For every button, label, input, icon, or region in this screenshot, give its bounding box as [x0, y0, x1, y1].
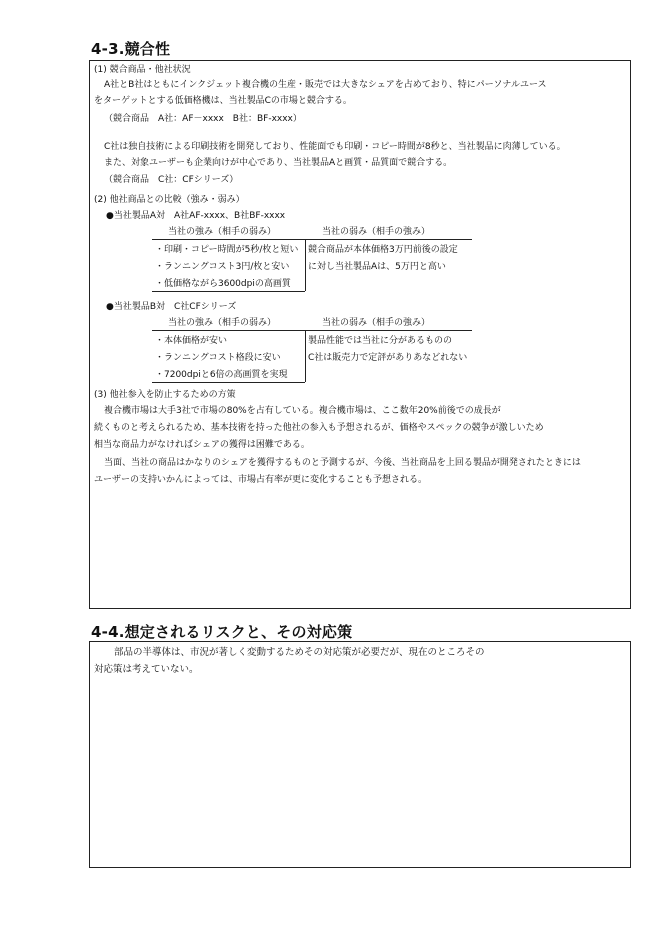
risk-box — [89, 641, 631, 868]
table-a-title: ●当社製品A対 A社AF-xxxx、B社BF-xxxx — [106, 211, 286, 221]
paragraph-line: 複合機市場は大手3社で市場の80%を占有している。複合機市場は、ここ数年20%前後での成長が — [104, 406, 501, 416]
table-rule — [152, 330, 472, 331]
table-a-weakness-item: に対し当社製品Aは、5万円と高い — [308, 262, 446, 272]
paragraph-line: 対応策は考えていない。 — [94, 664, 199, 675]
table-b-strength-item: ・ランニングコスト格段に安い — [155, 353, 281, 363]
paragraph-line: 部品の半導体は、市況が著しく変動するためその対応策が必要だが、現在のところその — [114, 647, 485, 658]
table-b-weakness-item: C社は販売力で定評がありあなどれない — [308, 353, 468, 363]
paragraph-line: 相当な商品力がなければシェアの獲得は困難である。 — [94, 440, 310, 450]
table-a-strength-item: ・低価格ながら3600dpiの高画質 — [155, 279, 291, 289]
competitor-products-1: （競合商品 A社：AF－xxxx B社：BF-xxxx） — [104, 114, 302, 124]
table-rule — [152, 239, 472, 240]
table-divider — [305, 330, 306, 382]
table-b-weakness-item: 製品性能では当社に分があるものの — [308, 336, 453, 346]
table-a-header-strengths: 当社の強み（相手の弱み） — [168, 227, 277, 237]
table-a-header-weaknesses: 当社の弱み（相手の強み） — [322, 227, 431, 237]
table-b-strength-item: ・本体価格が安い — [155, 336, 228, 346]
paragraph-line: 当面、当社の商品はかなりのシェアを獲得するものと予測するが、今後、当社商品を上回る製品が開発されたときには — [104, 458, 581, 468]
paragraph-line: A社とB社はともにインクジェット複合機の生産・販売では大きなシェアを占めており、特にパーソナルユース — [104, 80, 547, 90]
table-b-strength-item: ・7200dpiと6倍の高画質を実現 — [155, 370, 288, 380]
subsection-title-1: (1) 競合商品・他社状況 — [94, 65, 191, 75]
paragraph-line: C社は独自技術による印刷技術を開発しており、性能面でも印刷・コピー時間が8秒と、当社製品に肉薄している。 — [104, 142, 566, 152]
subsection-title-3: (3) 他社参入を防止するための方策 — [94, 390, 236, 400]
table-a-strength-item: ・印刷・コピー時間が5秒/枚と短い — [155, 245, 299, 255]
table-a-strength-item: ・ランニングコスト3円/枚と安い — [155, 262, 290, 272]
table-divider — [305, 239, 306, 291]
paragraph-line: また、対象ユーザーも企業向けが中心であり、当社製品Aと画質・品質面で競合する。 — [104, 158, 453, 168]
section-heading-risks: 4-4.想定されるリスクと、その対応策 — [91, 623, 353, 641]
table-rule — [152, 291, 305, 292]
paragraph-line: ユーザーの支持いかんによっては、市場占有率が更に変化することも予想される。 — [94, 475, 428, 485]
subsection-title-2: (2) 他社商品との比較（強み・弱み） — [94, 195, 245, 205]
table-a-weakness-item: 競合商品が本体価格3万円前後の設定 — [308, 245, 458, 255]
table-b-header-strengths: 当社の強み（相手の弱み） — [168, 318, 277, 328]
paragraph-line: 続くものと考えられるため、基本技術を持った他社の参入も予想されるが、価格やスペックの競争が激しいため — [94, 423, 544, 433]
table-rule — [152, 382, 305, 383]
table-b-title: ●当社製品B対 C社CFシリーズ — [106, 302, 237, 312]
table-b-header-weaknesses: 当社の弱み（相手の強み） — [322, 318, 431, 328]
paragraph-line: をターゲットとする低価格機は、当社製品Cの市場と競合する。 — [94, 96, 352, 106]
competitor-products-2: （競合商品 C社：CFシリーズ） — [104, 175, 239, 185]
section-heading-competition: 4-3.競合性 — [91, 40, 171, 58]
